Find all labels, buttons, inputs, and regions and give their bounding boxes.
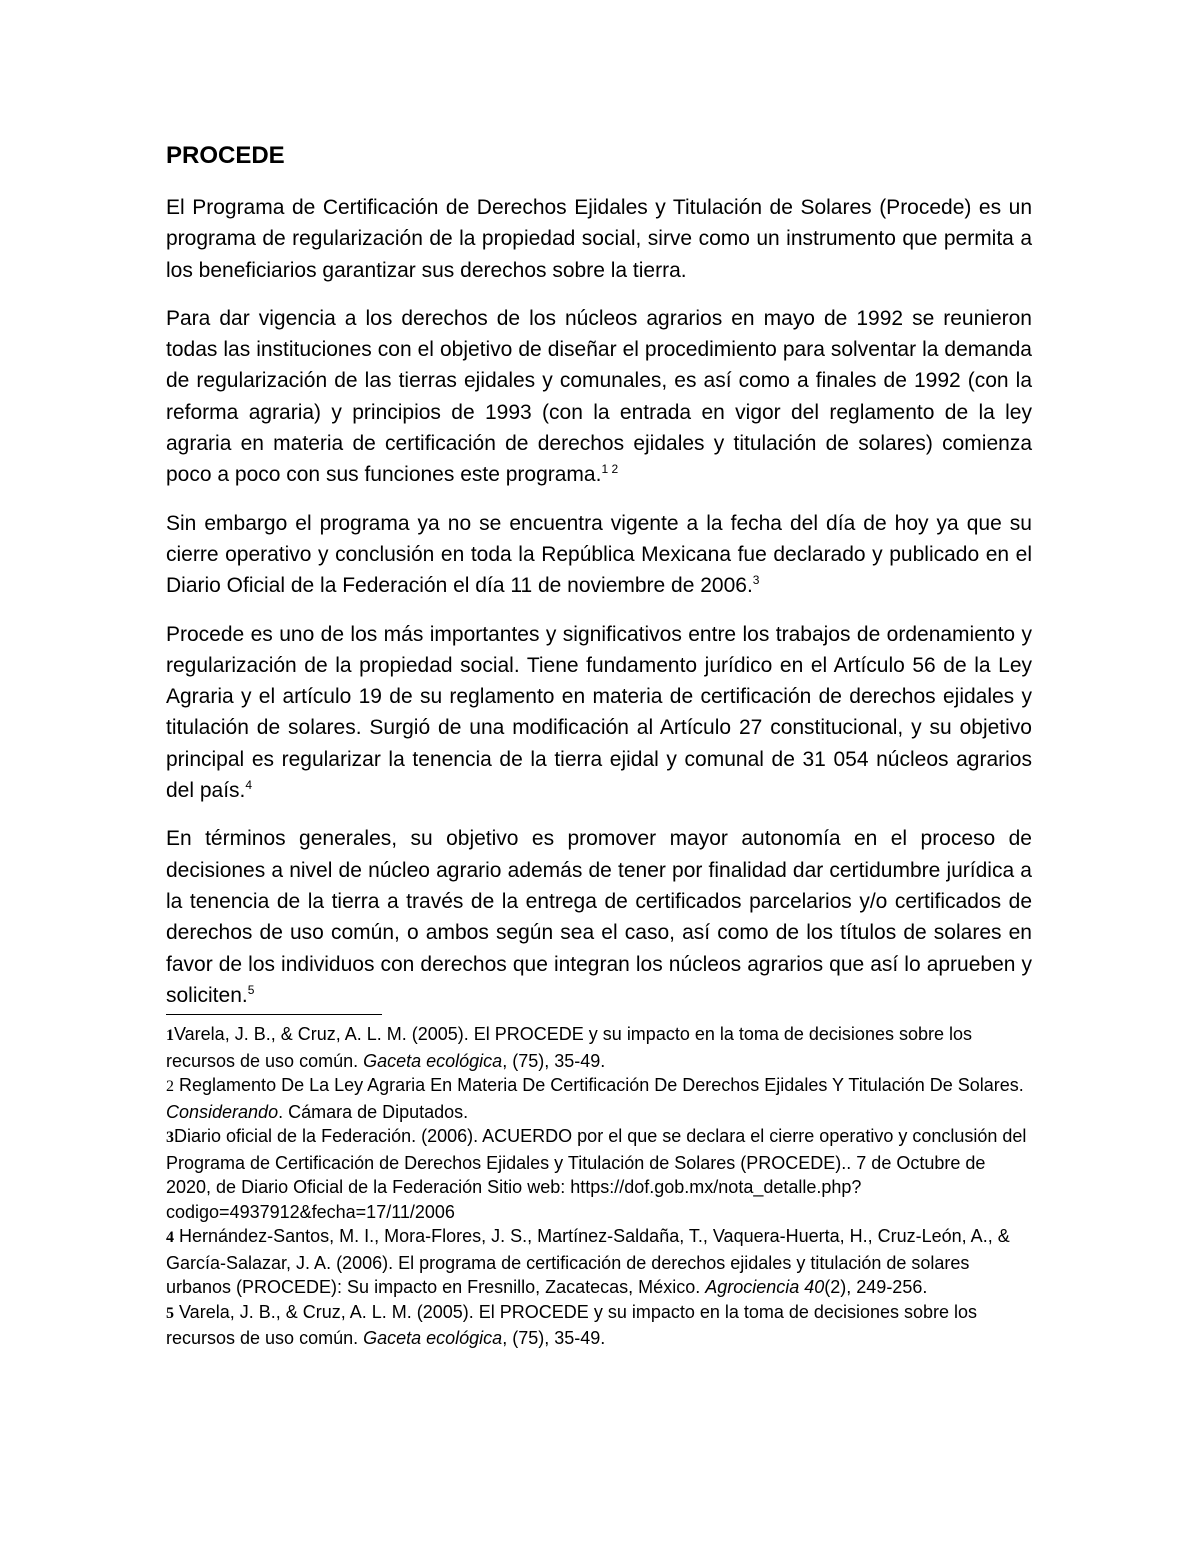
paragraph-text: Sin embargo el programa ya no se encuentra vigente a la fecha del día de hoy ya que su cierre operativo y conclusión en toda la República Mexicana fue declarado y publicado en el Diario Oficial de la Federación el día 11 de noviembre de 2006. [166,511,1032,598]
footnote-4 [166,1224,1032,1300]
document-title: PROCEDE [166,142,285,169]
footnote-ref[interactable]: 3 [752,573,760,588]
paragraph-text: En términos generales, su objetivo es promover mayor autonomía en el proceso de decisiones a nivel de núcleo agrario además de tener por finalidad dar certidumbre jurídica a la tenencia de la tierra a través de la entrega de certificados parcelarios y/o certificados de derechos de uso común, o ambos según sea el caso, así como de los títulos de solares en favor de los individuos con derechos que integran los núcleos agrarios que así lo aprueben y soliciten. [166,827,1032,1007]
paragraph-4 [166,619,1032,807]
footnote-number: 5 [166,1304,174,1322]
footnote-2 [166,1073,1032,1124]
footnote-text: Varela, J. B., & Cruz, A. L. M. (2005). El PROCEDE y su impacto en la toma de decisiones sobre los recursos de uso común. [166,1024,973,1071]
footnote-text-end: (2), 249-256. [824,1277,928,1298]
paragraph-5 [166,823,1032,1011]
footnote-3 [166,1124,1032,1224]
footnote-italic: Agrociencia 40 [705,1277,825,1298]
footnote-number: 4 [166,1229,174,1247]
footnote-separator [166,1014,382,1015]
footnote-text-end: . Cámara de Diputados. [278,1101,469,1122]
footnote-ref[interactable]: 5 [247,982,255,997]
paragraph-text: Para dar vigencia a los derechos de los núcleos agrarios en mayo de 1992 se reunieron todas las instituciones con el objetivo de diseñar el procedimiento para solventar la demanda de regularización de las tierras ejidales y comunales, es así como a finales de 1992 (con la reforma agraria) y principios de 1993 (con la entrada en vigor del reglamento de la ley agraria en materia de certificación de derechos ejidales y titulación de solares) comienza poco a poco con sus funciones este programa. [166,306,1032,487]
footnote-text: Varela, J. B., & Cruz, A. L. M. (2005). El PROCEDE y su impacto en la toma de decisiones sobre los recursos de uso común. [166,1301,978,1349]
footnote-1 [166,1022,1032,1073]
footnote-text: Diario oficial de la Federación. (2006). ACUERDO por el que se declara el cierre operativo y conclusión del Programa de Certificación de Derechos Ejidales y Titulación de Solares (PROCEDE).. 7 de Octubre de 2020, de Diario Oficial de la Federación Sitio web: https://dof.gob.mx/nota_detalle.php?codigo=4937912&fecha=17/11/2006 [166,1126,1027,1222]
footnote-number: 1 [166,1027,174,1045]
footnote-ref[interactable]: 1 2 [601,462,619,477]
footnote-italic: Gaceta ecológica [363,1328,503,1349]
paragraph-text: El Programa de Certificación de Derechos Ejidales y Titulación de Solares (Procede) es un programa de regularización de la propiedad social, sirve como un instrumento que permita a los beneficiarios garantizar sus derechos sobre la tierra. [166,196,1032,282]
paragraph-1 [166,192,1032,286]
footnote-text: Hernández-Santos, M. I., Mora-Flores, J. S., Martínez-Saldaña, T., Vaquera-Huerta, H., Cruz-León, A., & García-Salazar, J. A. (2006). El programa de certificación de derechos ejidales y titulación de solares urbanos (PROCEDE): Su impacto en Fresnillo, Zacatecas, México. [166,1226,1010,1298]
paragraph-text: Procede es uno de los más importantes y significativos entre los trabajos de ordenamiento y regularización de la propiedad social. Tiene fundamento jurídico en el Artículo 56 de la Ley Agraria y el artículo 19 de su reglamento en materia de certificación de derechos ejidales y titulación de solares. Surgió de una modificación al Artículo 27 constitucional, y su objetivo principal es regularizar la tenencia de la tierra ejidal y comunal de 31 054 núcleos agrarios del país. [166,622,1032,803]
paragraph-3 [166,508,1032,602]
footnote-italic: Considerando [166,1101,279,1122]
footnote-text-end: , (75), 35-49. [502,1050,606,1071]
footnote-number: 3 [166,1129,174,1147]
footnote-number: 2 [166,1078,174,1096]
footnote-ref[interactable]: 4 [245,778,253,793]
footnote-text: Reglamento De La Ley Agraria En Materia De Certificación De Derechos Ejidales Y Titulación De Solares. [179,1075,1024,1096]
footnote-text-end: , (75), 35-49. [502,1328,606,1349]
footnote-5 [166,1300,1032,1351]
document-page [166,138,1032,1351]
paragraph-2 [166,303,1032,491]
footnote-italic: Gaceta ecológica [363,1050,503,1071]
